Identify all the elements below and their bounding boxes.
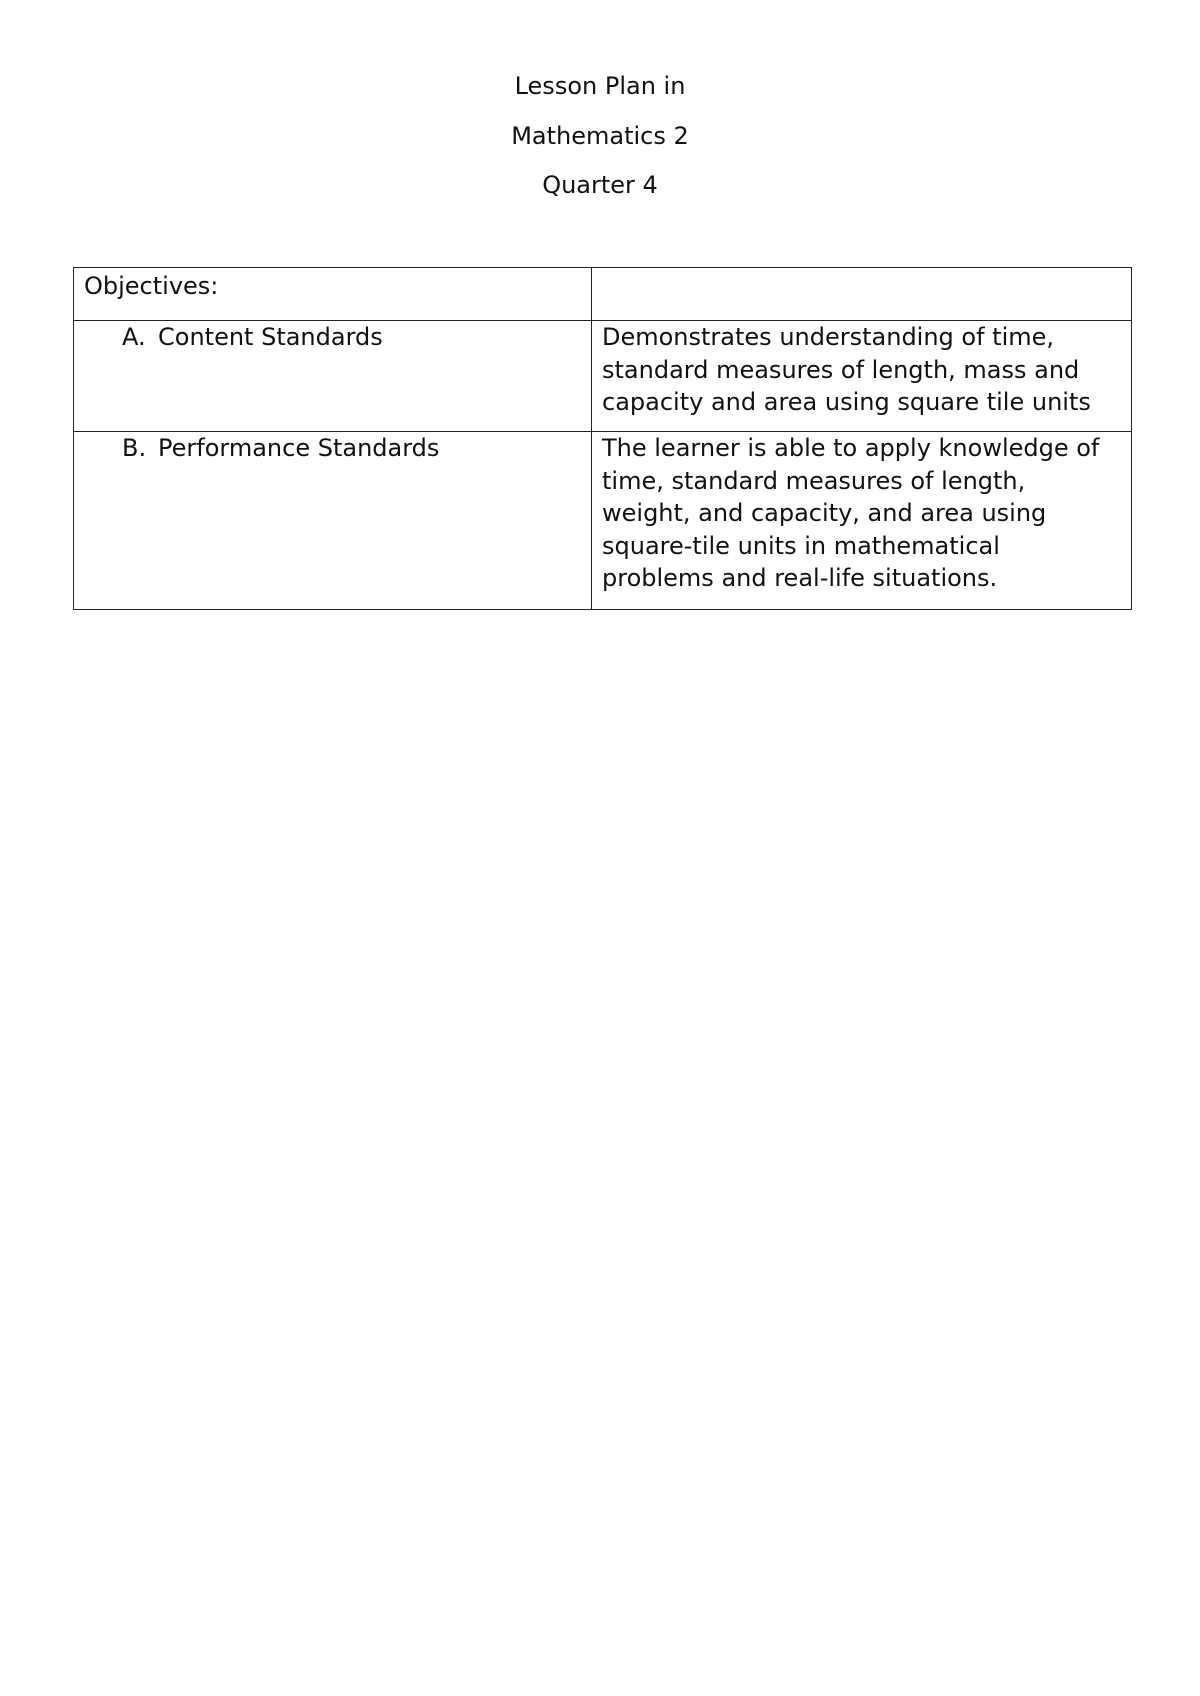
objectives-label: Objectives: xyxy=(84,272,219,300)
content-standards-text: Demonstrates understanding of time, standard measures of length, mass and capacity and area using square tile units xyxy=(602,323,1091,416)
performance-standards-text-cell xyxy=(592,432,1132,610)
document-title-line-1: Lesson Plan in xyxy=(514,72,686,100)
item-label: Performance Standards xyxy=(158,434,440,462)
document-title-line-3: Quarter 4 xyxy=(542,171,658,199)
objectives-table xyxy=(73,267,1132,610)
item-label: Content Standards xyxy=(158,323,383,351)
item-letter: A. xyxy=(122,323,146,351)
objectives-value-cell xyxy=(592,268,1132,321)
performance-standards-label-cell xyxy=(74,432,592,610)
content-standards-text-cell xyxy=(592,321,1132,432)
table-row-objectives xyxy=(74,268,1132,321)
table-row xyxy=(74,432,1132,610)
item-letter: B. xyxy=(122,434,147,462)
content-standards-label-cell xyxy=(74,321,592,432)
objectives-label-cell xyxy=(74,268,592,321)
document-title-line-2: Mathematics 2 xyxy=(511,122,689,150)
performance-standards-text: The learner is able to apply knowledge of time, standard measures of length, weight, and capacity, and area using square-tile units in mathematical problems and real-life situations. xyxy=(602,434,1100,592)
table-row xyxy=(74,321,1132,432)
